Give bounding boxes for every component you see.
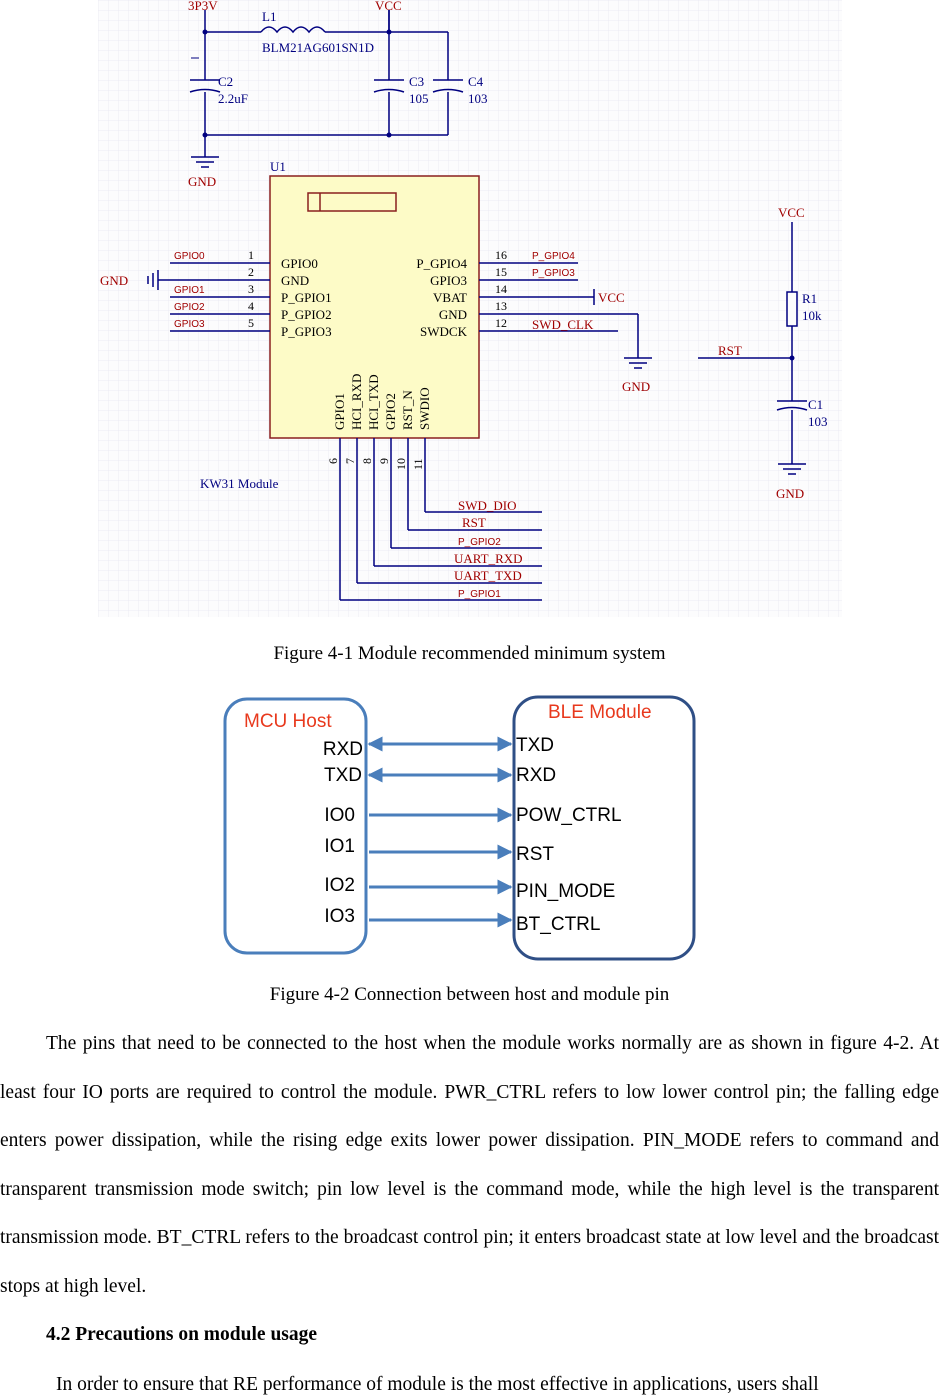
host-pin-txd: TXD: [324, 765, 362, 786]
left-pin-name: GND: [281, 273, 310, 288]
right-pin-num: 12: [495, 316, 507, 330]
left-pin-group: [174, 248, 332, 339]
bottom-pin-name: RST_N: [400, 390, 415, 430]
left-pin-net: GPIO3: [174, 319, 205, 330]
rst-net-label: RST: [718, 343, 742, 358]
c2-value: 2.2uF: [218, 91, 248, 106]
r1-value: 10k: [802, 308, 822, 323]
gnd-top-label: GND: [188, 174, 217, 189]
bottom-pin-name: GPIO1: [332, 393, 347, 430]
bottom-pin-name: HCI_RXD: [349, 373, 364, 430]
module-name-label: KW31 Module: [200, 476, 279, 491]
bottom-pin-num: 9: [377, 458, 391, 464]
inductor-ref: L1: [262, 9, 277, 24]
gnd-left-label: GND: [100, 273, 129, 288]
bottom-pin-net: UART_RXD: [454, 551, 523, 566]
bottom-pin-num: 11: [411, 458, 425, 470]
c3-ref: C3: [409, 74, 425, 89]
mcu-host-title: MCU Host: [244, 711, 332, 732]
figure-1-caption: Figure 4-1 Module recommended minimum system: [273, 643, 666, 664]
right-pin-name: GND: [438, 307, 467, 322]
left-pin-num: 4: [248, 299, 254, 313]
gnd-reset-label: GND: [776, 486, 805, 501]
vcc-right-label: VCC: [778, 205, 805, 220]
right-pin-name: VBAT: [433, 290, 467, 305]
gnd-right-label: GND: [622, 379, 651, 394]
module-pin-rxd: RXD: [516, 765, 557, 786]
host-pin-io1: IO1: [324, 836, 355, 857]
connection-diagram: [222, 694, 698, 962]
right-pin-name: GPIO3: [430, 273, 467, 288]
left-pin-num: 5: [248, 316, 254, 330]
right-pin-num: 14: [495, 282, 507, 296]
right-pin-net: P_GPIO3: [532, 268, 575, 279]
c4-value: 103: [468, 91, 488, 106]
right-pin-net: VCC: [598, 290, 625, 305]
vcc-top-label: VCC: [375, 0, 402, 13]
host-pin-io3: IO3: [324, 906, 355, 927]
r1-ref: R1: [802, 291, 818, 306]
c3-value: 105: [409, 91, 429, 106]
module-pin-rst: RST: [516, 844, 554, 865]
left-pin-name: GPIO0: [281, 256, 318, 271]
c1-ref: C1: [808, 397, 824, 412]
right-pin-name: P_GPIO4: [416, 256, 467, 271]
bottom-pin-net: P_GPIO1: [458, 589, 501, 600]
bottom-pin-num: 10: [394, 458, 408, 470]
left-pin-net: GPIO2: [174, 302, 205, 313]
c2-ref: C2: [218, 74, 234, 89]
bottom-pin-name: SWDIO: [417, 387, 432, 430]
inductor-part: BLM21AG601SN1D: [262, 40, 374, 55]
u1-ref: U1: [270, 159, 286, 174]
bottom-pin-name: HCI_TXD: [366, 374, 381, 430]
left-pin-name: P_GPIO3: [281, 324, 332, 339]
left-pin-net: GPIO0: [174, 251, 205, 262]
left-pin-num: 2: [248, 265, 254, 279]
c1-value: 103: [808, 414, 828, 429]
module-pin-pin-mode: PIN_MODE: [516, 881, 616, 902]
host-pin-io0: IO0: [324, 805, 355, 826]
right-pin-num: 13: [495, 299, 507, 313]
host-pin-rxd: RXD: [322, 739, 363, 760]
module-pin-pow-ctrl: POW_CTRL: [516, 805, 622, 826]
host-pin-io2: IO2: [324, 875, 355, 896]
bottom-pin-net: SWD_DIO: [458, 498, 517, 513]
left-pin-name: P_GPIO2: [281, 307, 332, 322]
figure-2-caption: Figure 4-2 Connection between host and module pin: [269, 984, 670, 1005]
right-pin-net: P_GPIO4: [532, 251, 575, 262]
body-paragraph: The pins that need to be connected to the host when the module works normally are as shown in figure 4-2. At least four IO ports are required to control the module. PWR_CTRL refers to low lower control pin; the falling edge enters power dissipation, while the rising edge exits lower power dissipation. PIN_MODE refers to command and transparent transmission mode switch; pin low level is the command mode, while the high level is the transparent transmission mode. BT_CTRL refers to the broadcast control pin; it enters broadcast state at low level and the broadcast stops at high level.: [0, 1033, 939, 1297]
module-pin-bt-ctrl: BT_CTRL: [516, 914, 601, 935]
bottom-pin-net: RST: [462, 515, 486, 530]
body-last-line: In order to ensure that RE performance of module is the most effective in applications, users shall: [56, 1374, 819, 1395]
right-pin-num: 15: [495, 265, 507, 279]
ble-module-title: BLE Module: [548, 702, 652, 723]
right-pin-net: SWD_CLK: [532, 317, 594, 332]
bottom-pin-name: GPIO2: [383, 393, 398, 430]
left-pin-num: 3: [248, 282, 254, 296]
bottom-pin-num: 8: [360, 458, 374, 464]
schematic-figure: [98, 0, 842, 617]
left-pin-num: 1: [248, 248, 254, 262]
left-pin-name: P_GPIO1: [281, 290, 332, 305]
c4-ref: C4: [468, 74, 484, 89]
bottom-pin-net: UART_TXD: [454, 568, 522, 583]
bottom-pin-num: 7: [343, 458, 357, 464]
bottom-pin-num: 6: [326, 458, 340, 464]
bottom-pin-net: P_GPIO2: [458, 537, 501, 548]
section-heading: 4.2 Precautions on module usage: [46, 1324, 318, 1345]
net-3p3v-label: 3P3V: [188, 0, 218, 13]
right-pin-name: SWDCK: [420, 324, 467, 339]
left-pin-net: GPIO1: [174, 285, 205, 296]
right-pin-num: 16: [495, 248, 507, 262]
module-pin-txd: TXD: [516, 735, 554, 756]
